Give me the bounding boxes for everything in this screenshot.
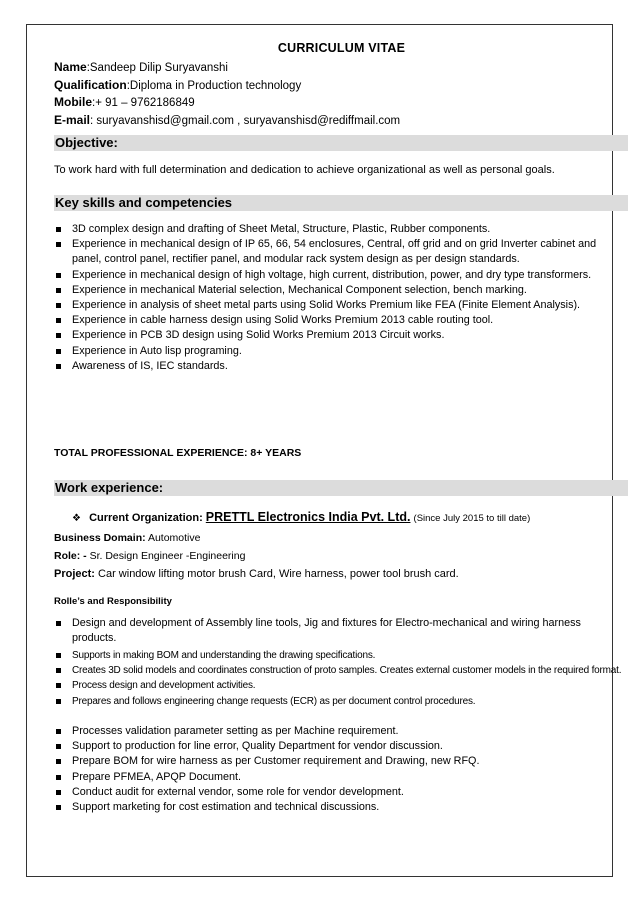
- name-label: Name: [54, 60, 87, 74]
- list-item-text: Prepare BOM for wire harness as per Customer requirement and Drawing, new RFQ.: [72, 755, 480, 768]
- list-item-text: Supports in making BOM and understanding the drawing specifications.: [72, 650, 376, 661]
- list-item-text: Experience in analysis of sheet metal parts using Solid Works Premium like FEA (Finite Element Analysis).: [72, 299, 581, 312]
- list-item: [54, 268, 628, 283]
- diamond-bullet-icon: ❖: [72, 513, 81, 524]
- square-bullet-icon: [56, 775, 61, 780]
- current-organization-line: [72, 510, 530, 524]
- list-item-text: Prepares and follows engineering change requests (ECR) as per document control procedures.: [72, 695, 476, 707]
- list-item-text: Experience in mechanical design of high voltage, high current, distribution, power, and dry type transformers.: [72, 268, 592, 281]
- total-experience: TOTAL PROFESSIONAL EXPERIENCE: 8+ YEARS: [54, 447, 302, 459]
- square-bullet-icon: [56, 668, 61, 673]
- list-item: [54, 237, 628, 267]
- qualification-label: Qualification: [54, 78, 127, 92]
- list-item-text: 3D complex design and drafting of Sheet Metal, Structure, Plastic, Rubber components.: [72, 223, 491, 235]
- square-bullet-icon: [56, 699, 61, 704]
- list-item-text: Experience in PCB 3D design using Solid Works Premium 2013 Circuit works.: [72, 329, 445, 342]
- role-line: [54, 550, 245, 562]
- square-bullet-icon: [56, 227, 61, 232]
- responsibility-list-a: [54, 616, 628, 646]
- list-item-text: Conduct audit for external vendor, some role for vendor development.: [72, 785, 404, 798]
- project-value: Car window lifting motor brush Card, Wire harness, power tool brush card.: [94, 568, 459, 580]
- list-item: [54, 785, 628, 800]
- org-label: Current Organization:: [89, 512, 203, 524]
- org-since: (Since July 2015 to till date): [413, 513, 531, 524]
- email-value: : suryavanshisd@gmail.com , suryavanshisd@rediffmail.com: [90, 115, 401, 127]
- responsibility-list-b: [54, 648, 628, 709]
- mobile-line: [54, 95, 195, 109]
- name-line: [54, 60, 228, 74]
- domain-line: [54, 532, 200, 544]
- role-label: Role: -: [54, 550, 87, 562]
- square-bullet-icon: [56, 303, 61, 308]
- list-item: [54, 663, 628, 678]
- list-item: [54, 694, 628, 709]
- list-item-text: Experience in mechanical Material selection, Mechanical Component selection, bench marking.: [72, 283, 527, 296]
- mobile-label: Mobile: [54, 95, 92, 109]
- email-line: [54, 113, 400, 127]
- list-item-text: Creates 3D solid models and coordinates construction of proto samples. Creates external customer models in the required format.: [72, 665, 622, 677]
- square-bullet-icon: [56, 683, 61, 688]
- project-line: [54, 568, 459, 580]
- square-bullet-icon: [56, 288, 61, 293]
- list-item-text: Process design and development activities.: [72, 680, 256, 692]
- work-heading: Work experience:: [54, 480, 628, 496]
- mobile-value: :+ 91 – 9762186849: [92, 97, 195, 109]
- objective-heading: Objective:: [54, 135, 628, 151]
- square-bullet-icon: [56, 744, 61, 749]
- qualification-line: [54, 78, 301, 92]
- square-bullet-icon: [56, 273, 61, 278]
- square-bullet-icon: [56, 318, 61, 323]
- list-item: [54, 328, 628, 343]
- list-item: [54, 754, 628, 769]
- resume-page: [26, 24, 622, 877]
- list-item: [54, 678, 628, 693]
- list-item-text: Experience in mechanical design of IP 65, 66, 54 enclosures, Central, off grid and on grid Inverter cabinet and panel, control panel, rectifier panel, and modular rack system design as per design standards.: [72, 238, 597, 266]
- list-item: [54, 283, 628, 298]
- list-item: [54, 313, 628, 328]
- list-item: [54, 616, 628, 646]
- role-value: Sr. Design Engineer -Engineering: [86, 550, 246, 562]
- qualification-value: :Diploma in Production technology: [126, 80, 302, 92]
- square-bullet-icon: [56, 242, 61, 247]
- square-bullet-icon: [56, 653, 61, 658]
- list-item-text: Experience in cable harness design using Solid Works Premium 2013 cable routing tool.: [72, 314, 494, 327]
- list-item: [54, 739, 628, 754]
- square-bullet-icon: [56, 790, 61, 795]
- list-item-text: Processes validation parameter setting as per Machine requirement.: [72, 725, 399, 737]
- list-item: [54, 298, 628, 313]
- list-item: [54, 800, 628, 815]
- square-bullet-icon: [56, 759, 61, 764]
- list-item-text: Experience in Auto lisp programing.: [72, 344, 242, 357]
- list-item: [54, 359, 628, 374]
- square-bullet-icon: [56, 364, 61, 369]
- domain-value: Automotive: [145, 532, 201, 544]
- list-item: [54, 648, 628, 663]
- email-label: E-mail: [54, 113, 91, 127]
- responsibility-list-c: [54, 724, 628, 815]
- responsibility-heading: Rolle’s and Responsibility: [54, 596, 172, 607]
- list-item-text: Design and development of Assembly line tools, Jig and fixtures for Electro-mechanical and wiring harness products.: [72, 617, 581, 645]
- skills-list: [54, 222, 628, 374]
- square-bullet-icon: [56, 621, 61, 626]
- domain-label: Business Domain:: [54, 532, 146, 544]
- square-bullet-icon: [56, 729, 61, 734]
- list-item: [54, 770, 628, 785]
- list-item-text: Prepare PFMEA, APQP Document.: [72, 770, 242, 783]
- square-bullet-icon: [56, 805, 61, 810]
- list-item: [54, 222, 628, 237]
- document-title: CURRICULUM VITAE: [277, 41, 406, 55]
- list-item-text: Support marketing for cost estimation and technical discussions.: [72, 801, 380, 814]
- list-item: [54, 724, 628, 739]
- list-item: [54, 344, 628, 359]
- name-value: :Sandeep Dilip Suryavanshi: [86, 62, 228, 74]
- list-item-text: Awareness of IS, IEC standards.: [72, 359, 228, 372]
- org-name: PRETTL Electronics India Pvt. Ltd.: [205, 510, 411, 524]
- square-bullet-icon: [56, 333, 61, 338]
- skills-heading: Key skills and competencies: [54, 195, 628, 211]
- project-label: Project:: [54, 568, 95, 580]
- square-bullet-icon: [56, 349, 61, 354]
- objective-text: To work hard with full determination and dedication to achieve organizational as well as personal goals.: [54, 164, 555, 176]
- list-item-text: Support to production for line error, Quality Department for vendor discussion.: [72, 740, 443, 753]
